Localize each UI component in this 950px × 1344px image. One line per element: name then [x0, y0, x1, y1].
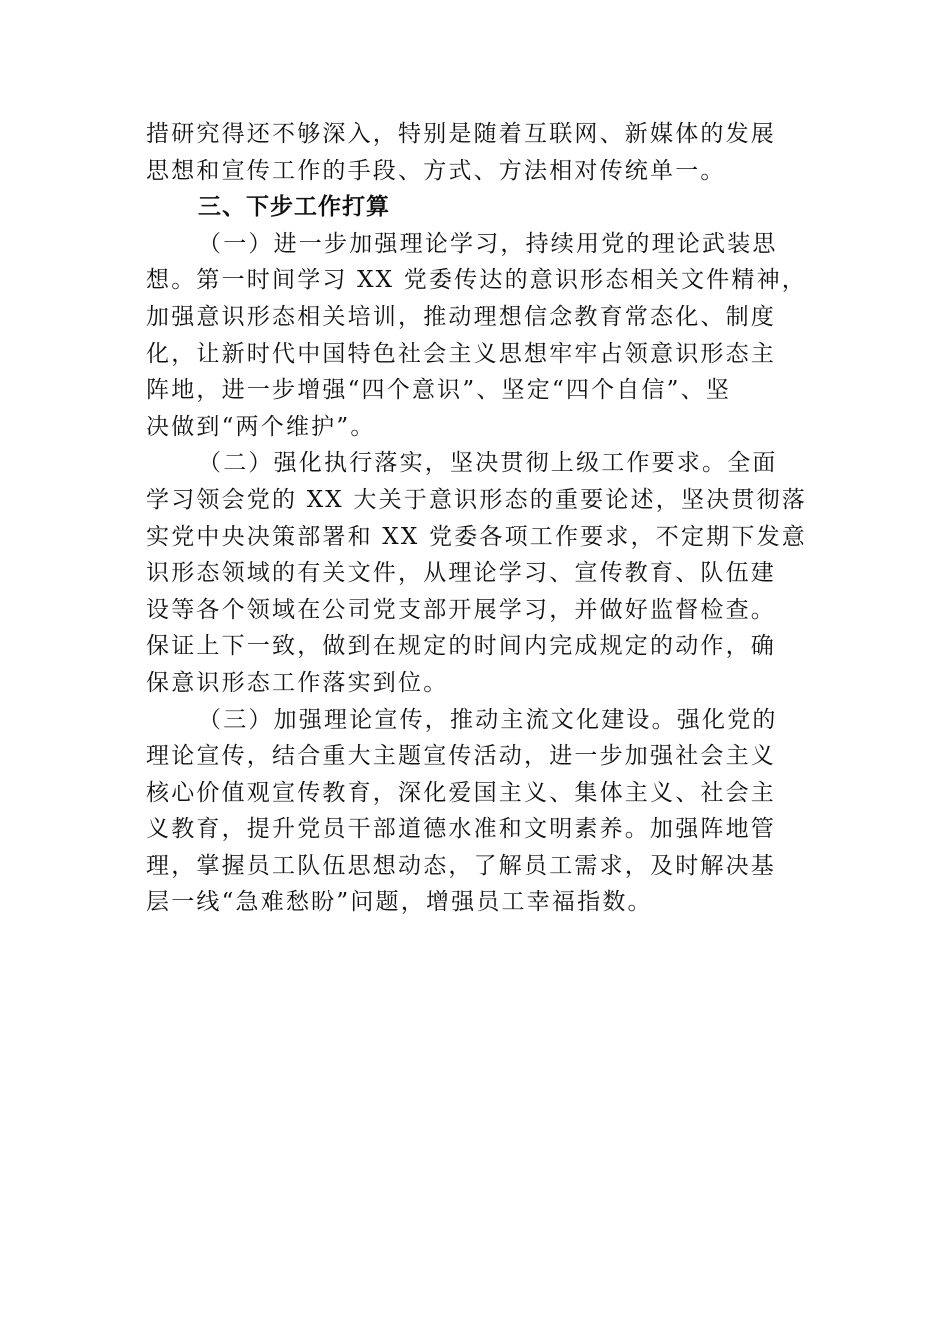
text-line: 阵地，进一步增强“四个意识”、坚定“四个自信”、坚 — [146, 377, 732, 404]
text-line: 措研究得还不够深入，特别是随着互联网、新媒体的发展 — [146, 121, 776, 147]
text-line: （二）强化执行落实，坚决贯彻上级工作要求。全面 — [198, 450, 778, 477]
text-line: 层一线“急难愁盼”问题，增强员工幸福指数。 — [146, 889, 653, 916]
paragraph-1 — [146, 226, 806, 446]
text-line: 核心价值观宣传教育，深化爱国主义、集体主义、社会主 — [146, 779, 776, 806]
document-body — [146, 116, 806, 921]
text-line: 实党中央决策部署和 XX 党委各项工作要求，不定期下发意 — [146, 523, 807, 550]
text-line: 保证上下一致，做到在规定的时间内完成规定的动作，确 — [146, 633, 776, 660]
paragraph-2 — [146, 445, 806, 701]
text-line: 学习领会党的 XX 大关于意识形态的重要论述，坚决贯彻落 — [146, 486, 807, 513]
text-line: 理论宣传，结合重大主题宣传活动，进一步加强社会主义 — [146, 743, 776, 770]
text-line: （三）加强理论宣传，推动主流文化建设。强化党的 — [198, 706, 778, 733]
continuation-paragraph — [146, 116, 806, 189]
text-line: 设等各个领域在公司党支部开展学习，并做好监督检查。 — [146, 596, 776, 623]
section-heading: 三、下步工作打算 — [198, 194, 390, 221]
text-line: 加强意识形态相关培训，推动理想信念教育常态化、制度 — [146, 303, 776, 330]
text-line: 想。第一时间学习 XX 党委传达的意识形态相关文件精神， — [146, 267, 807, 294]
paragraph-3 — [146, 702, 806, 922]
text-line: 识形态领域的有关文件，从理论学习、宣传教育、队伍建 — [146, 560, 776, 587]
text-line: 思想和宣传工作的手段、方式、方法相对传统单一。 — [146, 157, 726, 184]
text-line: 化，让新时代中国特色社会主义思想牢牢占领意识形态主 — [146, 340, 776, 367]
text-line: 保意识形态工作落实到位。 — [146, 669, 449, 696]
text-line: 义教育，提升党员干部道德水准和文明素养。加强阵地管 — [146, 816, 776, 843]
text-line: （一）进一步加强理论学习，持续用党的理论武装思 — [198, 230, 778, 257]
text-line: 理，掌握员工队伍思想动态，了解员工需求，及时解决基 — [146, 852, 776, 879]
text-line: 决做到“两个维护”。 — [146, 413, 376, 440]
